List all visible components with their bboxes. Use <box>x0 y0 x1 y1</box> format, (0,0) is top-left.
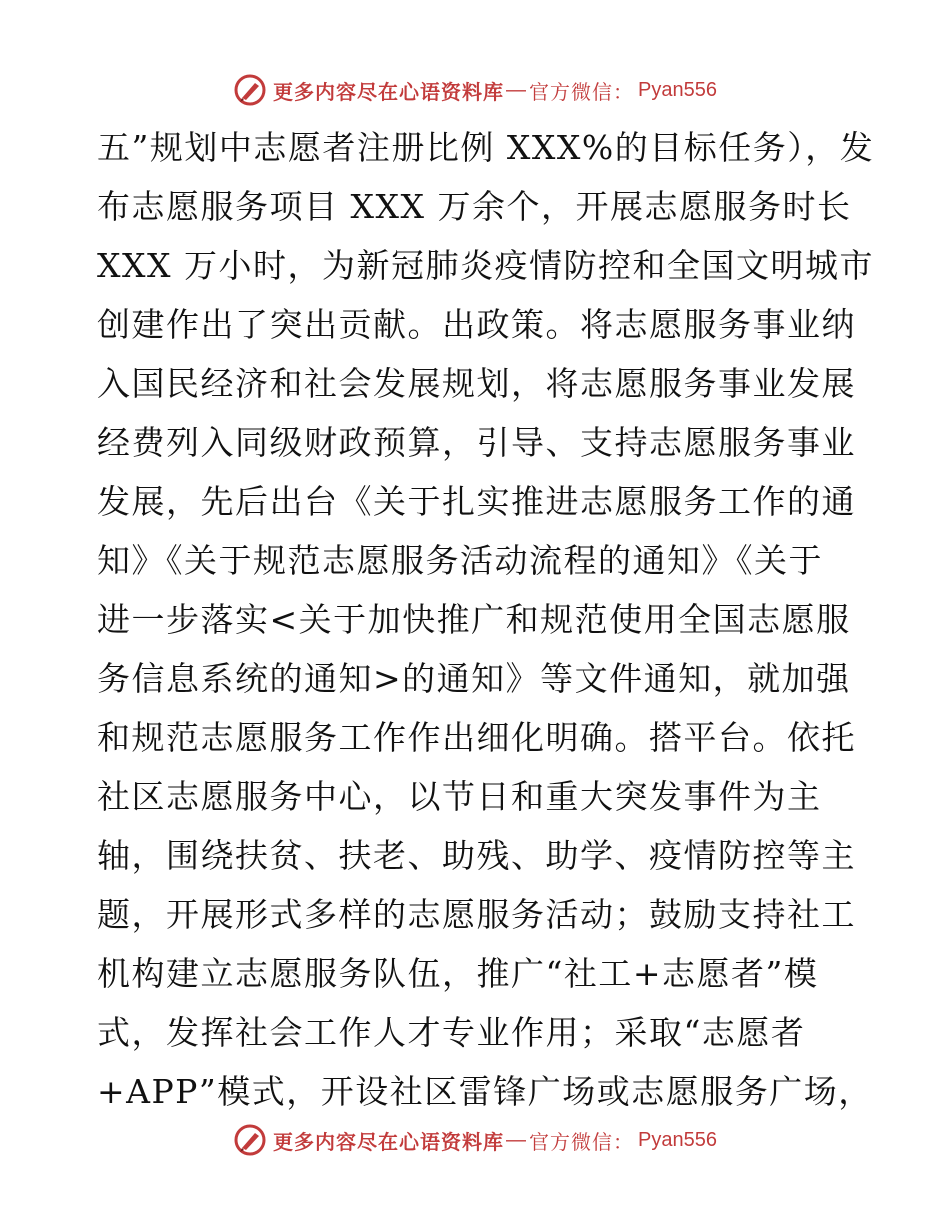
body-line: 布志愿服务项目 XXX 万余个，开展志愿服务时长 <box>97 187 852 226</box>
body-line: 轴，围绕扶贫、扶老、助残、助学、疫情防控等主 <box>97 836 856 875</box>
header-banner-wechat: 官方微信： <box>529 79 635 104</box>
body-line: 经费列入同级财政预算，引导、支持志愿服务事业 <box>97 423 856 462</box>
footer-banner <box>0 1120 950 1160</box>
footer-banner-account: Pyan556 <box>638 1128 717 1151</box>
footer-banner-dash: — <box>506 1128 528 1151</box>
body-line: 入国民经济和社会发展规划，将志愿服务事业发展 <box>97 364 856 403</box>
header-banner-text <box>273 76 717 105</box>
document-body <box>97 118 875 1121</box>
body-line: 机构建立志愿服务队伍，推广“社工+志愿者”模 <box>97 954 819 993</box>
header-banner-dash: — <box>506 78 528 101</box>
body-line: 发展，先后出台《关于扎实推进志愿服务工作的通 <box>97 482 856 521</box>
body-line: 知》《关于规范志愿服务活动流程的通知》《关于 <box>97 541 823 580</box>
body-line: 进一步落实<关于加快推广和规范使用全国志愿服 <box>97 600 851 639</box>
header-banner <box>0 70 950 110</box>
body-line: 社区志愿服务中心，以节日和重大突发事件为主 <box>97 777 822 816</box>
body-line: 创建作出了突出贡献。出政策。将志愿服务事业纳 <box>97 305 856 344</box>
body-line: 和规范志愿服务工作作出细化明确。搭平台。依托 <box>97 718 856 757</box>
body-line: 五”规划中志愿者注册比例 XXX%的目标任务），发 <box>97 128 875 167</box>
body-line: 题，开展形式多样的志愿服务活动；鼓励支持社工 <box>97 895 856 934</box>
footer-banner-main: 更多内容尽在心语资料库 <box>273 1129 505 1154</box>
body-line: XXX 万小时，为新冠肺炎疫情防控和全国文明城市 <box>97 246 874 285</box>
body-line: +APP”模式，开设社区雷锋广场或志愿服务广场， <box>97 1072 873 1111</box>
pen-logo-icon <box>233 73 267 107</box>
footer-banner-text <box>273 1126 717 1155</box>
header-banner-account: Pyan556 <box>638 78 717 101</box>
header-banner-main: 更多内容尽在心语资料库 <box>273 79 505 104</box>
pen-logo-icon <box>233 1123 267 1157</box>
footer-banner-wechat: 官方微信： <box>529 1129 635 1154</box>
body-line: 务信息系统的通知>的通知》等文件通知，就加强 <box>97 659 851 698</box>
body-line: 式，发挥社会工作人才专业作用；采取“志愿者 <box>97 1013 806 1052</box>
